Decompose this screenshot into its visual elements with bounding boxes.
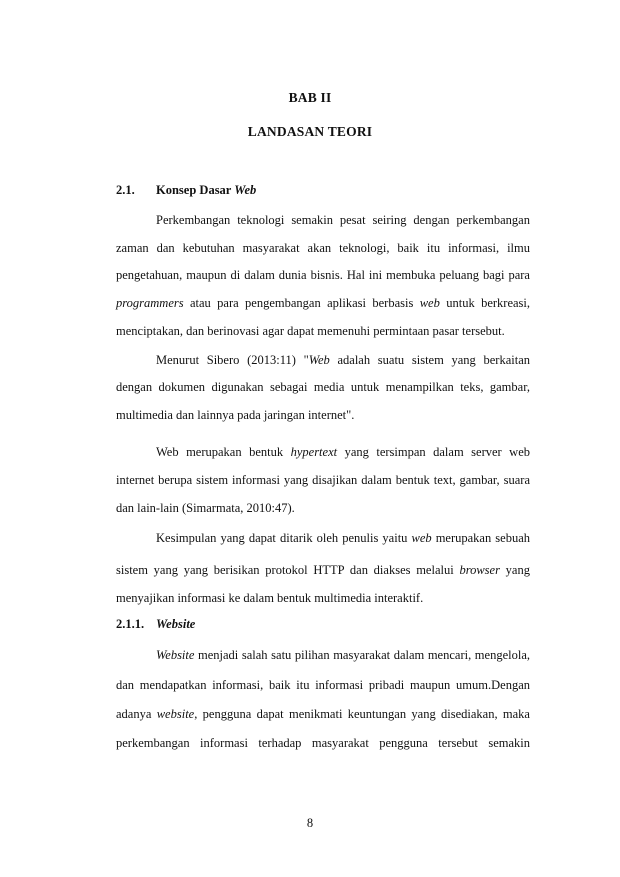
text-run: Kesimpulan yang dapat ditarik oleh penulis yaitu bbox=[156, 531, 412, 545]
page-number: 8 bbox=[306, 816, 314, 830]
italic-term: hypertext bbox=[290, 445, 338, 459]
section-number: 2.1.1. bbox=[116, 617, 145, 631]
paragraph-line: multimedia dan lainnya pada jaringan internet". bbox=[116, 408, 355, 422]
paragraph-line: internet berupa sistem informasi yang disajikan dalam bentuk text, gambar, suara bbox=[116, 473, 530, 487]
text-run: yang bbox=[499, 563, 530, 577]
italic-term: web bbox=[419, 296, 440, 310]
paragraph-line bbox=[116, 295, 530, 311]
paragraph-line: dan lain-lain (Simarmata, 2010:47). bbox=[116, 501, 295, 515]
italic-term: programmers bbox=[116, 296, 184, 310]
paragraph-line bbox=[156, 647, 530, 663]
paragraph-line: dengan dokumen digunakan sebagai media untuk menampilkan teks, gambar, bbox=[116, 380, 530, 394]
paragraph-line: pengetahuan, maupun di dalam dunia bisnis. Hal ini membuka peluang bagi para bbox=[116, 268, 530, 282]
text-run: sistem yang yang berisikan protokol HTTP dan diakses melalui bbox=[116, 563, 460, 577]
text-run: Web merupakan bentuk bbox=[156, 445, 291, 459]
paragraph-line bbox=[116, 706, 530, 722]
italic-term: Website bbox=[156, 648, 195, 662]
text-run: yang tersimpan dalam server web bbox=[337, 445, 530, 459]
section-title-italic: Website bbox=[156, 617, 196, 631]
text-run: adalah suatu sistem yang berkaitan bbox=[329, 353, 530, 367]
italic-term: Web bbox=[308, 353, 330, 367]
paragraph-line bbox=[156, 444, 530, 460]
text-run: merupakan sebuah bbox=[431, 531, 530, 545]
section-heading-2-1 bbox=[116, 183, 256, 198]
section-title-italic: Web bbox=[234, 183, 257, 197]
section-heading-2-1-1 bbox=[116, 617, 195, 632]
italic-term: browser bbox=[459, 563, 500, 577]
paragraph-line: menciptakan, dan berinovasi agar dapat memenuhi permintaan pasar tersebut. bbox=[116, 324, 505, 338]
paragraph-line: dan mendapatkan informasi, baik itu informasi pribadi maupun umum.Dengan bbox=[116, 678, 530, 692]
paragraph-line bbox=[116, 562, 530, 578]
text-run: adanya bbox=[116, 707, 157, 721]
paragraph-line: menyajikan informasi ke dalam bentuk multimedia interaktif. bbox=[116, 591, 424, 605]
paragraph-line bbox=[156, 530, 530, 546]
text-run: menjadi salah satu pilihan masyarakat dalam mencari, mengelola, bbox=[194, 648, 530, 662]
text-run: untuk berkreasi, bbox=[439, 296, 530, 310]
chapter-number: BAB II bbox=[288, 90, 332, 105]
paragraph-line bbox=[156, 352, 530, 368]
paragraph-line: perkembangan informasi terhadap masyarakat pengguna tersebut semakin bbox=[116, 736, 530, 750]
text-run: atau para pengembangan aplikasi berbasis bbox=[183, 296, 420, 310]
italic-term: web bbox=[411, 531, 432, 545]
text-run: , pengguna dapat menikmati keuntungan yang disediakan, maka bbox=[194, 707, 530, 721]
italic-term: website bbox=[156, 707, 195, 721]
paragraph-line: Perkembangan teknologi semakin pesat seiring dengan perkembangan bbox=[156, 213, 530, 227]
chapter-title: LANDASAN TEORI bbox=[247, 124, 373, 139]
paragraph-line: zaman dan kebutuhan masyarakat akan teknologi, baik itu informasi, ilmu bbox=[116, 241, 530, 255]
section-title: Konsep Dasar bbox=[156, 183, 235, 197]
section-number: 2.1. bbox=[116, 183, 135, 197]
text-run: Menurut Sibero (2013:11) " bbox=[156, 353, 309, 367]
